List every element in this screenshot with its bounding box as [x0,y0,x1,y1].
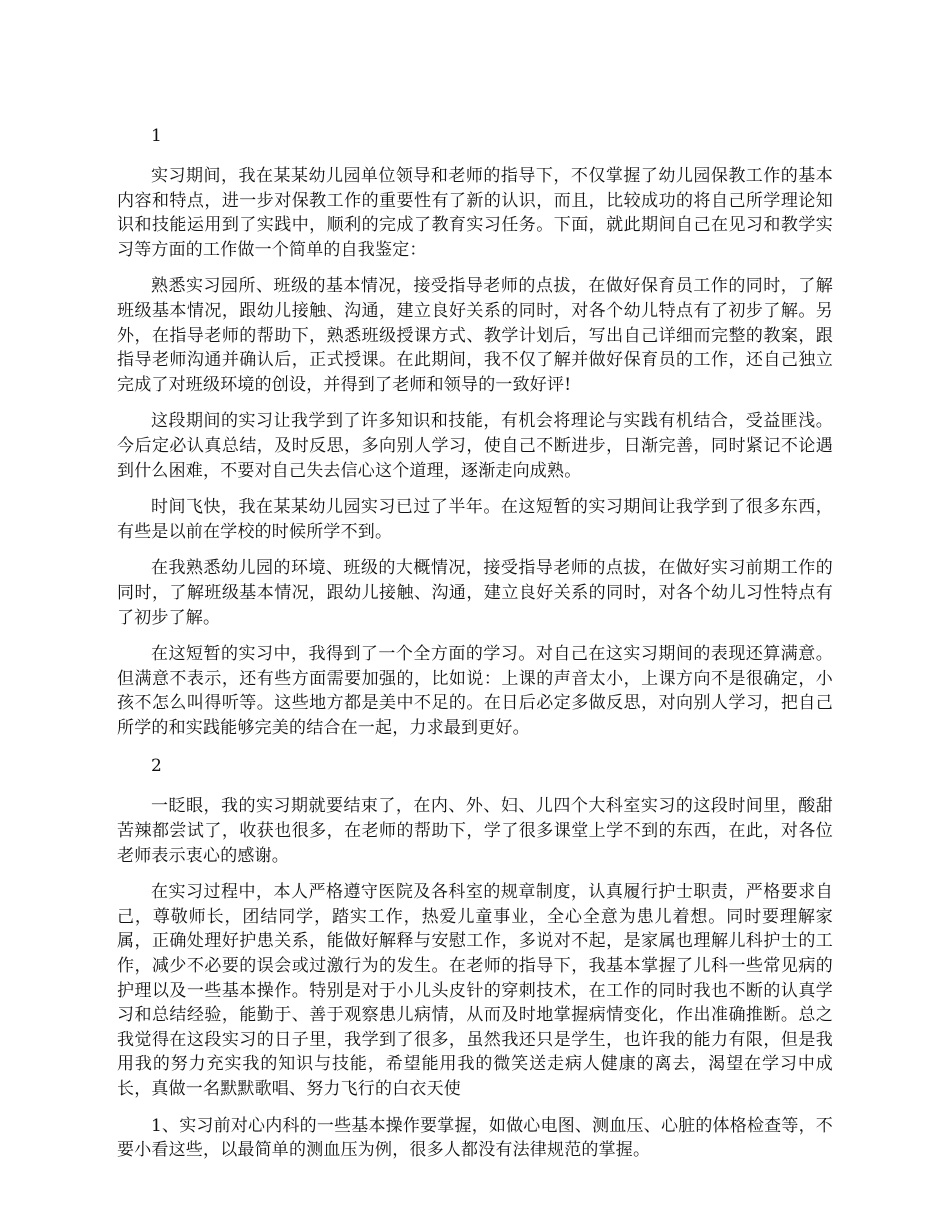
paragraph: 在实习过程中，本人严格遵守医院及各科室的规章制度，认真履行护士职责，严格要求自己，尊敬师长，团结同学，踏实工作，热爱儿童事业，全心全意为患儿着想。同时要理解家属，正确处理好护患关系，能做好解释与安慰工作，多说对不起，是家属也理解儿科护士的工作，减少不必要的误会或过激行为的发生。在老师的指导下，我基本掌握了儿科一些常见病的护理以及一些基本操作。特别是对于小儿头皮针的穿刺技术，在工作的同时我也不断的认真学习和总结经验，能勤于、善于观察患儿病情，从而及时地掌握病情变化，作出准确推断。总之我觉得在这段实习的日子里，我学到了很多，虽然我还只是学生，也许我的能力有限，但是我用我的努力充实我的知识与技能，希望能用我的微笑送走病人健康的离去，渴望在学习中成长，真做一名默默歌唱、努力飞行的白衣天使 [117,882,833,1099]
paragraph: 在我熟悉幼儿园的环境、班级的大概情况，接受指导老师的点拔，在做好实习前期工作的同时，了解班级基本情况，跟幼儿接触、沟通，建立良好关系的同时，对各个幼儿习性特点有了初步了解。 [117,558,833,628]
paragraph: 一眨眼，我的实习期就要结束了，在内、外、妇、儿四个大科室实习的这段时间里，酸甜苦辣都尝试了，收获也很多，在老师的帮助下，学了很多课堂上学不到的东西，在此，对各位老师表示衷心的感谢。 [117,796,833,866]
paragraph: 实习期间，我在某某幼儿园单位领导和老师的指导下，不仅掌握了幼儿园保教工作的基本内容和特点，进一步对保教工作的重要性有了新的认识，而且，比较成功的将自己所学理论知识和技能运用到了实践中，顺利的完成了教育实习任务。下面，就此期间自己在见习和教学实习等方面的工作做一个简单的自我鉴定： [117,166,833,260]
paragraph: 时间飞快，我在某某幼儿园实习已过了半年。在这短暂的实习期间让我学到了很多东西，有些是以前在学校的时候所学不到。 [117,497,833,542]
document-page [117,118,833,1175]
section-number: 1 [151,126,162,146]
section-number: 2 [151,756,162,777]
paragraph: 在这短暂的实习中，我得到了一个全方面的学习。对自己在这实习期间的表现还算满意。但满意不表示，还有些方面需要加强的，比如说：上课的声音太小，上课方向不是很确定，小孩不怎么叫得听等。这些地方都是美中不足的。在日后必定多做反思，对向别人学习，把自己所学的和实践能够完美的结合在一起，力求最到更好。 [117,644,833,738]
paragraph: 1、实习前对心内科的一些基本操作要掌握，如做心电图、测血压、心脏的体格检查等，不要小看这些，以最简单的测血压为例，很多人都没有法律规范的掌握。 [117,1115,833,1161]
paragraph: 熟悉实习园所、班级的基本情况，接受指导老师的点拔，在做好保育员工作的同时，了解班级基本情况，跟幼儿接触、沟通，建立良好关系的同时，对各个幼儿特点有了初步了解。另外，在指导老师的帮助下，熟悉班级授课方式、教学计划后，写出自己详细而完整的教案，跟指导老师沟通并确认后，正式授课。在此期间，我不仅了解并做好保育员的工作，还自己独立完成了对班级环境的创设，并得到了老师和领导的一致好评! [117,276,833,395]
paragraph: 这段期间的实习让我学到了许多知识和技能，有机会将理论与实践有机结合，受益匪浅。今后定必认真总结，及时反思，多向别人学习，使自己不断进步，日渐完善，同时紧记不论遇到什么困难，不要对自己失去信心这个道理，逐渐走向成熟。 [117,411,833,481]
